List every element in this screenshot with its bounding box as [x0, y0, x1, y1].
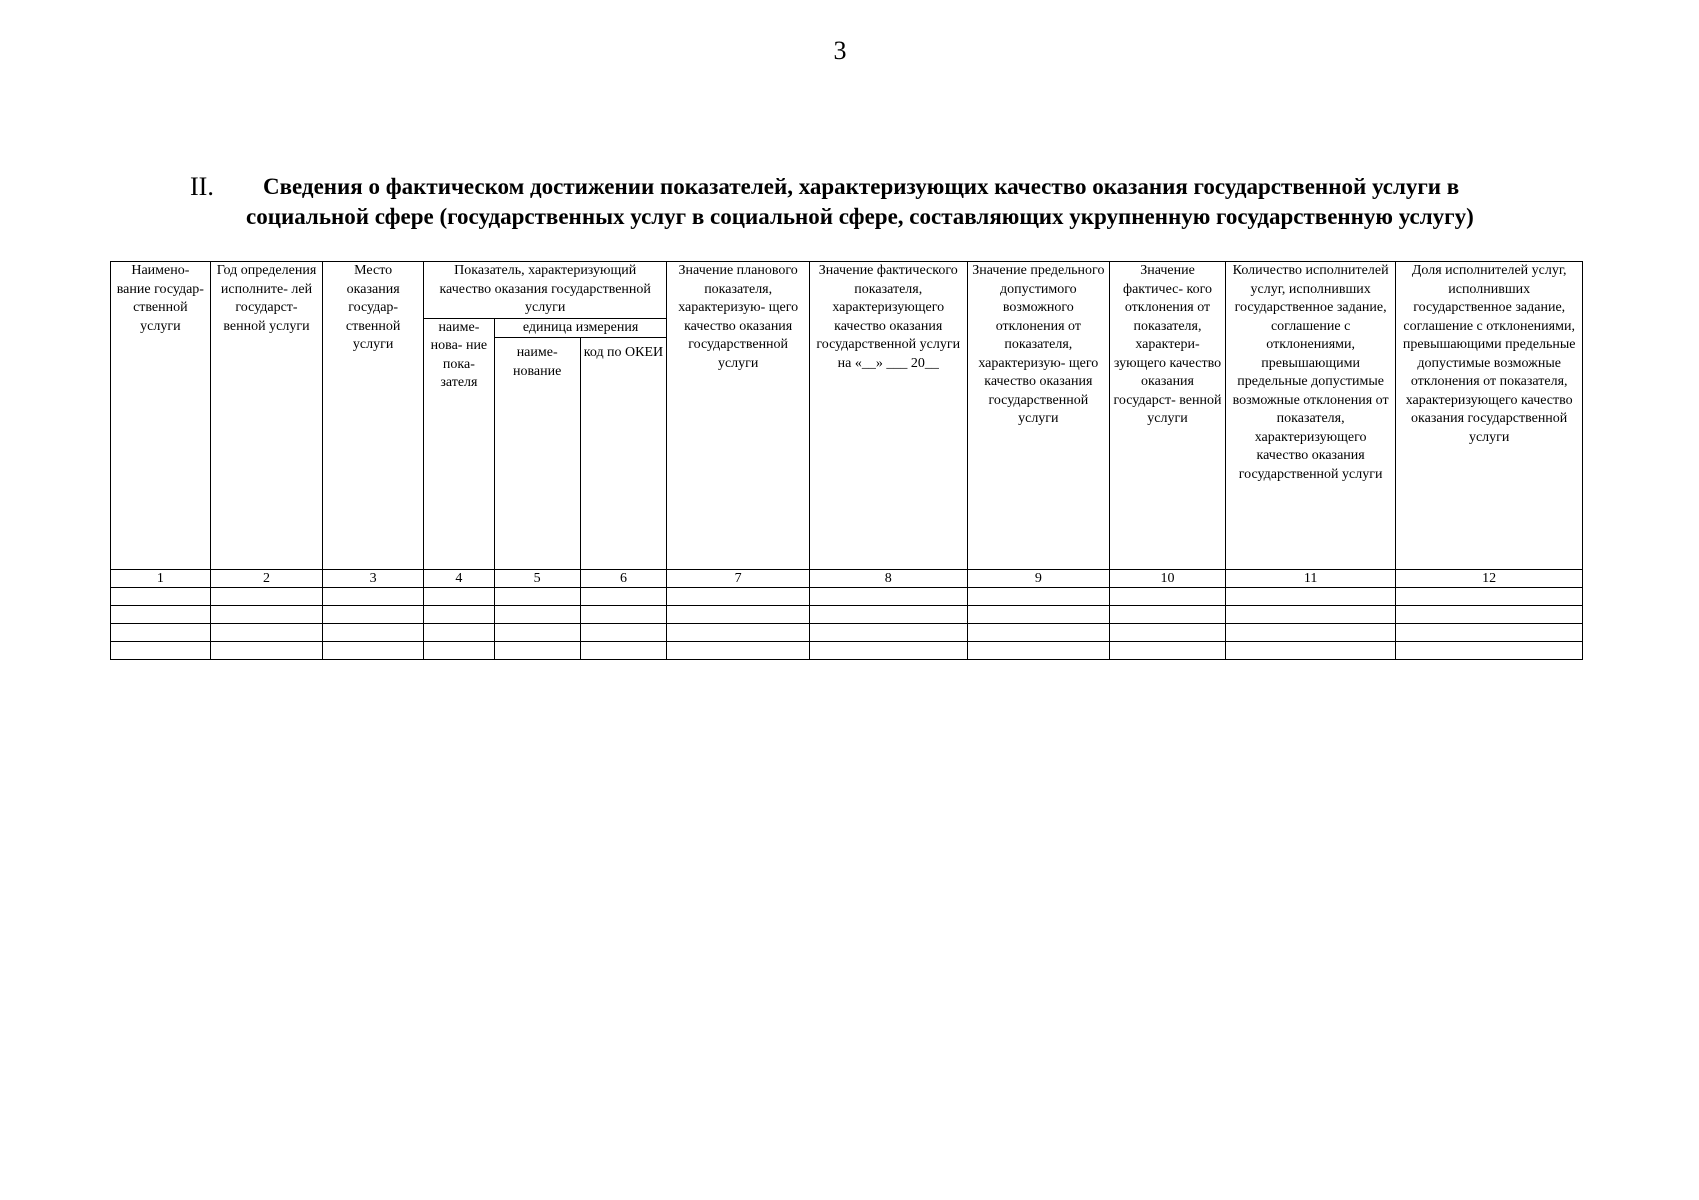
column-number: 12	[1396, 570, 1583, 588]
column-number: 8	[809, 570, 967, 588]
column-number: 4	[424, 570, 495, 588]
column-number: 6	[580, 570, 667, 588]
column-number: 1	[111, 570, 211, 588]
table-row	[111, 588, 1583, 606]
table-row	[111, 606, 1583, 624]
header-executors-count: Количество исполнителей услуг, исполнивших государственное задание, соглашение с отклонениями, превышающими предельные допустимые возможные отклонения от показателя, характеризующего качество оказания государственной услуги	[1225, 262, 1395, 570]
header-place: Место оказания государ- ственной услуги	[323, 262, 424, 570]
header-unit-group: единица измерения	[494, 318, 667, 338]
column-number: 7	[667, 570, 810, 588]
header-year: Год определения исполните- лей государст- венной услуги	[210, 262, 323, 570]
column-number: 9	[967, 570, 1110, 588]
column-number: 2	[210, 570, 323, 588]
header-indicator-name: наиме- нова- ние пока- зателя	[424, 318, 495, 570]
section-title-line-1: Сведения о фактическом достижении показателей, характеризующих качество оказания государственной услуги в	[263, 174, 1460, 199]
section-number: II.	[190, 172, 214, 201]
header-unit-name: наиме- нование	[494, 338, 580, 570]
section-title-line-2: социальной сфере (государственных услуг в социальной сфере, составляющих укрупненную государственную услугу)	[246, 204, 1474, 229]
header-service-name: Наимено- вание государ- ственной услуги	[111, 262, 211, 570]
page-number: 3	[833, 36, 847, 65]
column-number: 10	[1110, 570, 1226, 588]
header-row-1	[111, 262, 1583, 319]
column-number: 3	[323, 570, 424, 588]
table-row	[111, 642, 1583, 660]
header-indicator-group: Показатель, характеризующий качество оказания государственной услуги	[424, 262, 667, 319]
column-number: 5	[494, 570, 580, 588]
column-numbers-row	[111, 570, 1583, 588]
column-number: 11	[1225, 570, 1395, 588]
header-actual-deviation: Значение фактичес- кого отклонения от показателя, характери- зующего качество оказания государст- венной услуги	[1110, 262, 1226, 570]
header-limit-deviation: Значение предельного допустимого возможного отклонения от показателя, характеризую- щего качество оказания государственной услуги	[967, 262, 1110, 570]
quality-indicators-table	[110, 261, 1583, 660]
header-okei-code: код по ОКЕИ	[580, 338, 667, 570]
table-row	[111, 624, 1583, 642]
header-actual-value: Значение фактического показателя, характеризующего качество оказания государственной услуги на «__» ___ 20__	[809, 262, 967, 570]
header-executors-share: Доля исполнителей услуг, исполнивших государственное задание, соглашение с отклонениями, превышающими предельные допустимые возможные отклонения от показателя, характеризующего качество оказания государственной услуги	[1396, 262, 1583, 570]
header-planned-value: Значение планового показателя, характеризую- щего качество оказания государственной услуги	[667, 262, 810, 570]
